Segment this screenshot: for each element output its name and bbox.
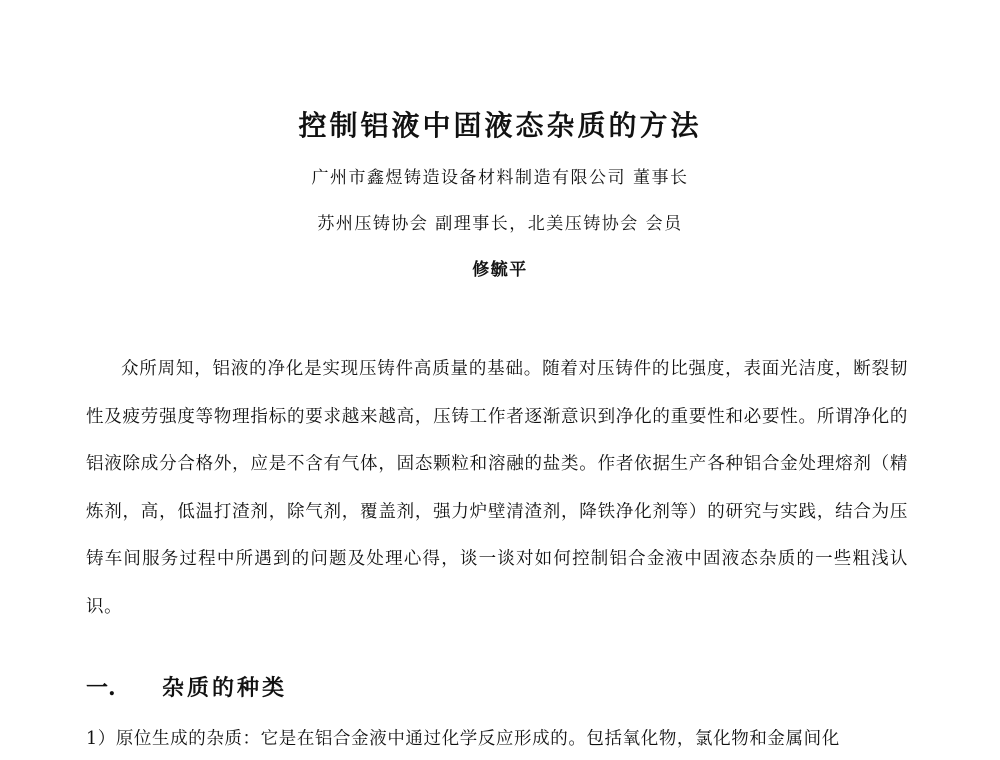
- section-title: 杂质的种类: [162, 675, 288, 701]
- section-number: 一.: [86, 675, 116, 701]
- author-name: 修毓平: [472, 260, 528, 280]
- document-title: 控制铝液中固液态杂质的方法: [298, 109, 702, 142]
- body-paragraph: 1）原位生成的杂质：它是在铝合金液中通过化学反应形成的。包括氧化物，氯化物和金属间化: [86, 729, 840, 749]
- author-affiliation-associations: 苏州压铸协会 副理事长，北美压铸协会 会员: [317, 214, 683, 234]
- author-affiliation-company: 广州市鑫煜铸造设备材料制造有限公司 董事长: [311, 168, 689, 188]
- section-heading: [86, 670, 686, 706]
- abstract-paragraph: 众所周知，铝液的净化是实现压铸件高质量的基础。随着对压铸件的比强度，表面光洁度，断裂韧性及疲劳强度等物理指标的要求越来越高，压铸工作者逐渐意识到净化的重要性和必要性。所谓净化的铝液除成分合格外，应是不含有气体，固态颗粒和溶融的盐类。作者依据生产各种铝合金处理熔剂（精炼剂，高，低温打渣剂，除气剂，覆盖剂，强力炉壁清渣剂，降铁净化剂等）的研究与实践，结合为压铸车间服务过程中所遇到的问题及处理心得，谈一谈对如何控制铝合金液中固液态杂质的一些粗浅认识。: [86, 359, 908, 617]
